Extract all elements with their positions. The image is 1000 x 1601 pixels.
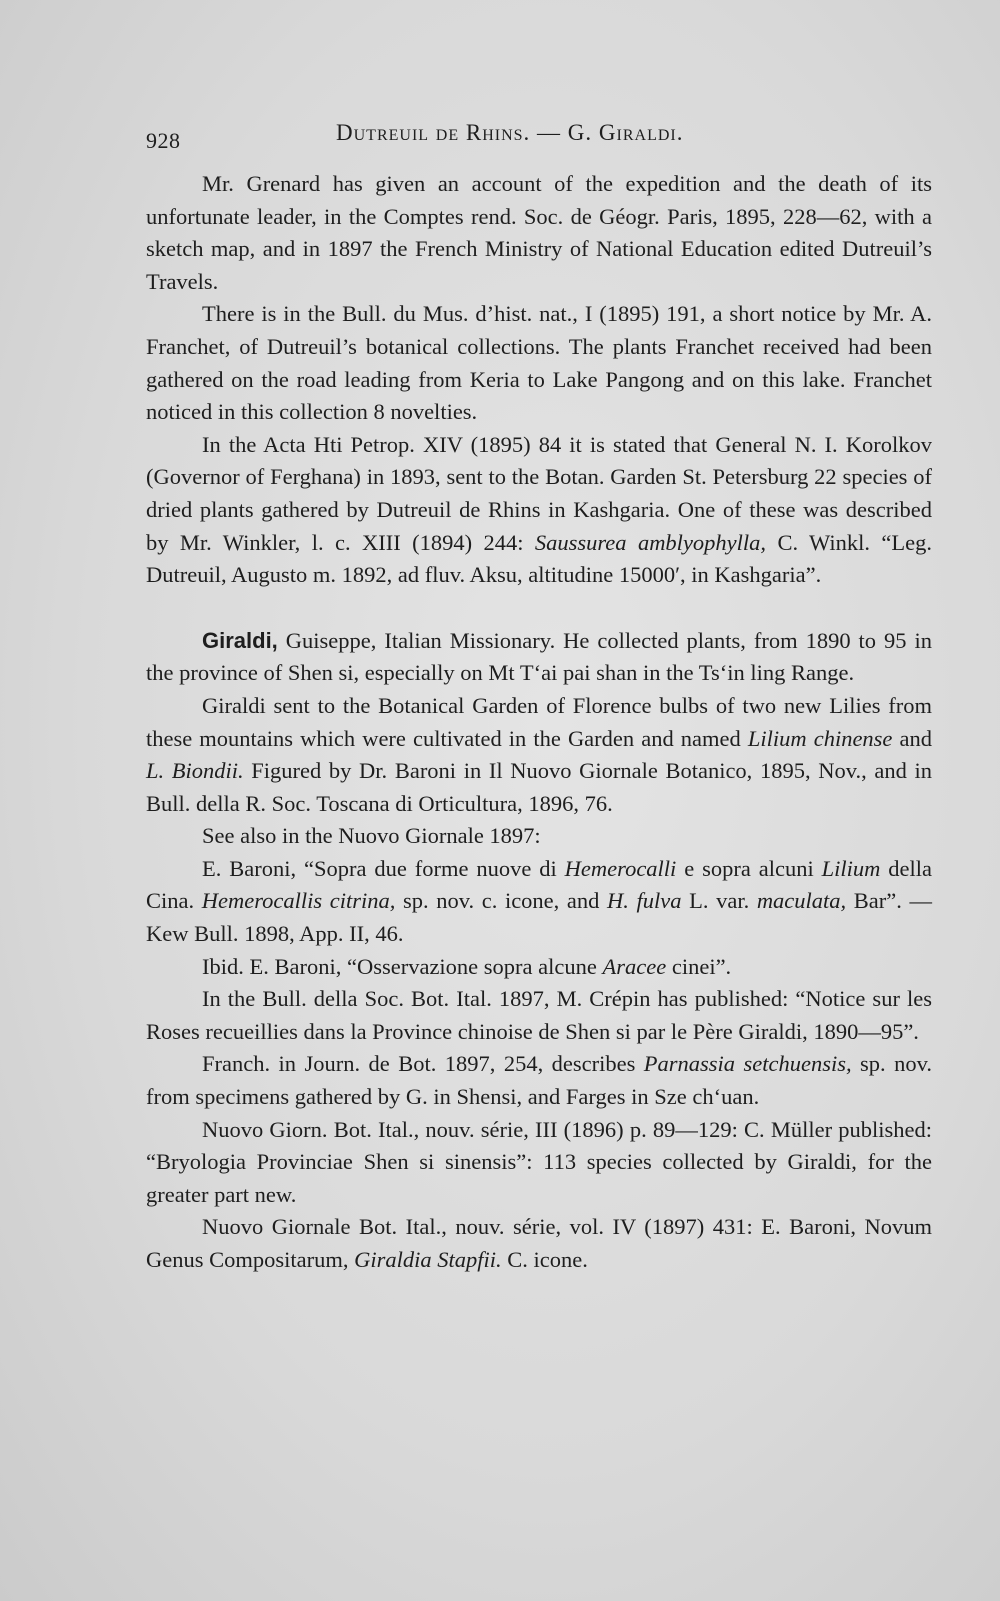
paragraph xyxy=(146,820,932,853)
italic-run: H. fulva xyxy=(607,888,682,914)
body-text xyxy=(146,168,932,1277)
italic-run: L. Biondii. xyxy=(146,758,244,784)
text-run: della Cina. xyxy=(146,855,932,914)
text-run: Nuovo Giorn. Bot. Ital., nouv. série, III (1896) p. 89—129: C. Müller published: “Bryologia Provinciae Shen si sinensis”: 113 species collected by Giraldi, for the greater part new. xyxy=(146,1116,932,1207)
paragraph xyxy=(146,1114,932,1212)
text-run: In the Acta Hti Petrop. XIV (1895) 84 it is stated that General N. I. Korolkov (Governor of Ferghana) in 1893, sent to the Botan. Garden St. Petersburg 22 species of dried plants gathered by Dutreuil de Rhins in Kashgaria. One of these was described by Mr. Winkler, l. c. XIII (1894) 244: xyxy=(146,431,932,555)
paragraph xyxy=(146,983,932,1048)
entry-name: Giraldi, xyxy=(202,627,278,653)
page-number: 928 xyxy=(146,128,181,153)
text-run: sp. nov. from specimens gathered by G. in Shensi, and Farges in Sze ch‘uan. xyxy=(146,1051,933,1110)
text-run: Ibid. E. Baroni, “Osservazione sopra alcune xyxy=(202,953,603,979)
text-run: There is in the Bull. du Mus. d’hist. nat., I (1895) 191, a short notice by Mr. A. Franchet, of Dutreuil’s botanical collections. The plants Franchet received had been gathered on the road leading from Keria to Lake Pangong and on this lake. Franchet noticed in this collection 8 novelties. xyxy=(146,301,932,425)
italic-run: Lilium xyxy=(821,855,881,881)
paragraph xyxy=(146,1048,932,1113)
text-run: Mr. Grenard has given an account of the expedition and the death of its unfortunate leader, in the Comptes rend. Soc. de Géogr. Paris, 1895, 228—62, with a sketch map, and in 1897 the French Ministry of National Education edited Dutreuil’s Travels. xyxy=(146,171,932,294)
text-run: Nuovo Giornale Bot. Ital., nouv. série, vol. IV (1897) 431: E. Baroni, Novum Genus Compositarum, xyxy=(146,1214,932,1272)
paragraph xyxy=(146,690,932,820)
italic-run: Hemerocallis citrina, xyxy=(201,888,396,914)
italic-run: Lilium chinense xyxy=(747,725,893,751)
text-run: and xyxy=(892,725,932,751)
text-run: See also in the Nuovo Giornale 1897: xyxy=(202,823,541,849)
text-run: Figured by Dr. Baroni in Il Nuovo Giornale Botanico, 1895, Nov., and in Bull. della R. Soc. Toscana di Orticultura, 1896, 76. xyxy=(146,758,933,816)
text-run: C. Winkl. “Leg. Dutreuil, Augusto m. 1892, ad fluv. Aksu, altitudine 15000′, in Kashgaria”. xyxy=(146,529,933,588)
italic-run: Aracee xyxy=(602,953,667,979)
italic-run: Parnassia setchuensis, xyxy=(643,1051,852,1077)
text-run: Giraldi sent to the Botanical Garden of Florence bulbs of two new Lilies from these mountains which were cultivated in the Garden and named xyxy=(146,692,932,751)
italic-run: Hemerocalli xyxy=(564,855,677,881)
paragraph xyxy=(146,429,932,592)
text-run: sp. nov. c. icone, and xyxy=(395,888,608,914)
paragraph-giraldi-entry xyxy=(146,625,932,690)
paragraph xyxy=(146,1211,932,1276)
italic-run: Saussurea amblyophylla, xyxy=(534,529,767,555)
paragraph xyxy=(146,951,932,984)
italic-run: maculata, xyxy=(756,888,847,914)
text-run: E. Baroni, “Sopra due forme nuove di xyxy=(202,855,565,881)
running-title: Dutreuil de Rhins. — G. Giraldi. xyxy=(336,120,684,145)
paragraph xyxy=(146,298,932,428)
paragraph xyxy=(146,853,932,951)
text-run: Guiseppe, Italian Missionary. He collected plants, from 1890 to 95 in the province of Shen si, especially on Mt T‘ai pai shan in the Ts‘in ling Range. xyxy=(146,627,932,686)
text-run: Bar”. — Kew Bull. 1898, App. II, 46. xyxy=(146,888,933,947)
text-run: L. var. xyxy=(681,888,757,914)
italic-run: Giraldia Stapfii. xyxy=(354,1247,502,1272)
paragraph xyxy=(146,168,932,298)
text-run: In the Bull. della Soc. Bot. Ital. 1897, M. Crépin has published: “Notice sur les Roses recueillies dans la Province chinoise de Shen si par le Père Giraldi, 1890—95”. xyxy=(146,986,932,1044)
text-run: Franch. in Journ. de Bot. 1897, 254, describes xyxy=(202,1051,644,1077)
text-run: cinei”. xyxy=(666,953,732,979)
text-run: e sopra alcuni xyxy=(676,855,822,881)
text-run: C. icone. xyxy=(501,1247,588,1272)
